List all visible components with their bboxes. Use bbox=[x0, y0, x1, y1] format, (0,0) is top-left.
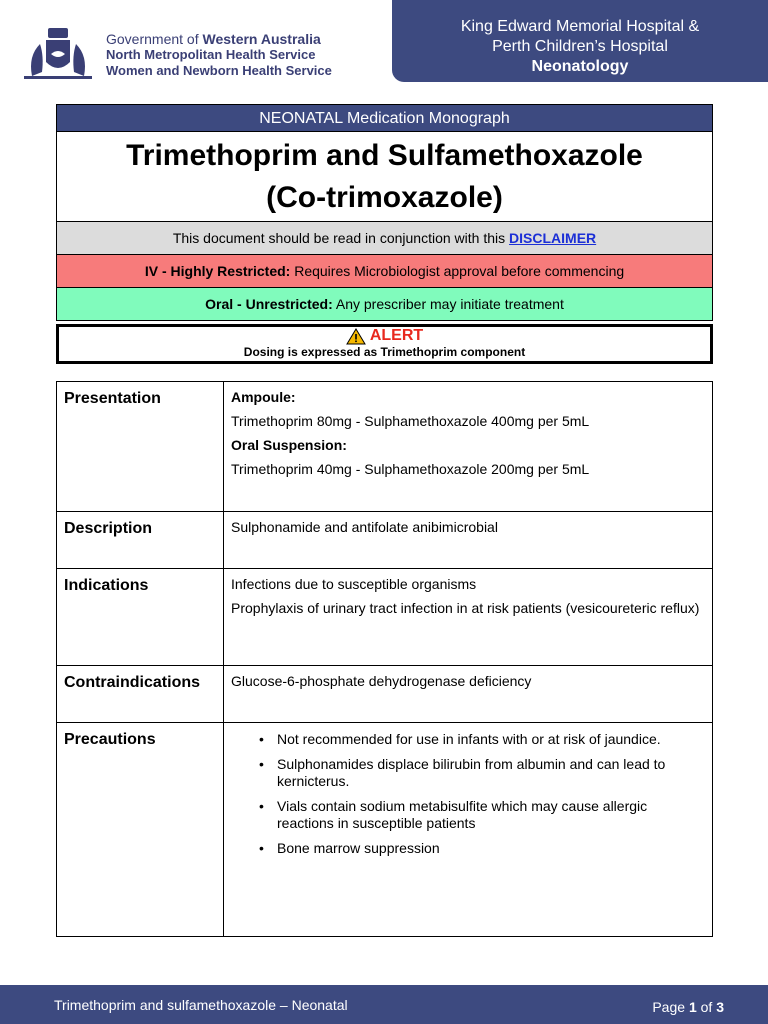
gov-text-b: Western Australia bbox=[202, 31, 321, 47]
department-name: Neonatology bbox=[531, 58, 629, 75]
indications-label: Indications bbox=[57, 569, 224, 665]
health-service-line: North Metropolitan Health Service bbox=[106, 47, 316, 62]
page-total: 3 bbox=[716, 999, 724, 1015]
page-current: 1 bbox=[688, 999, 697, 1015]
drug-title-line2: (Co-trimoxazole) bbox=[266, 181, 503, 214]
iv-restriction-row bbox=[56, 255, 713, 288]
hospital-banner bbox=[392, 0, 768, 82]
drug-title-line1: Trimethoprim and Sulfamethoxazole bbox=[126, 139, 643, 172]
list-item: • Bone marrow suppression bbox=[259, 840, 704, 857]
alert-title: ALERT bbox=[369, 327, 424, 344]
ampoule-label: Ampoule: bbox=[231, 389, 296, 405]
contraindications-label: Contraindications bbox=[57, 666, 224, 722]
page-prefix: Page bbox=[652, 999, 686, 1015]
disclaimer-row bbox=[56, 222, 713, 255]
precautions-list bbox=[231, 730, 704, 857]
oral-restriction-text: Any prescriber may initiate treatment bbox=[335, 296, 564, 312]
hospital-line-2: Perth Children’s Hospital bbox=[492, 38, 668, 55]
ampoule-text: Trimethoprim 80mg - Sulphamethoxazole 400mg per 5mL bbox=[231, 413, 590, 429]
government-logo bbox=[18, 24, 358, 86]
oral-suspension-text: Trimethoprim 40mg - Sulphamethoxazole 200mg per 5mL bbox=[231, 461, 590, 477]
precautions-label: Precautions bbox=[57, 723, 224, 936]
indications-text-2: Prophylaxis of urinary tract infection in at risk patients (vesicoureteric reflux) bbox=[231, 600, 700, 616]
list-item: • Sulphonamides displace bilirubin from albumin and can lead to kernicterus. bbox=[259, 756, 704, 790]
disclaimer-text: This document should be read in conjunction with this bbox=[172, 230, 506, 246]
table-row-indications bbox=[57, 568, 712, 665]
indications-text-1: Infections due to susceptible organisms bbox=[231, 576, 477, 592]
list-item: • Not recommended for use in infants with or at risk of jaundice. bbox=[259, 731, 704, 748]
presentation-content bbox=[224, 382, 712, 511]
contraindications-text: Glucose-6-phosphate dehydrogenase deficiency bbox=[231, 673, 532, 689]
monograph-type: NEONATAL Medication Monograph bbox=[56, 104, 713, 132]
description-label: Description bbox=[57, 512, 224, 568]
gov-text-a: Government of bbox=[106, 31, 199, 47]
iv-restriction-label: IV - Highly Restricted: bbox=[144, 263, 291, 279]
oral-restriction-row bbox=[56, 288, 713, 321]
monograph-header-block bbox=[56, 104, 713, 364]
women-newborn-line: Women and Newborn Health Service bbox=[106, 63, 332, 78]
warning-icon bbox=[346, 328, 366, 345]
table-row-presentation bbox=[57, 382, 712, 511]
description-text: Sulphonamide and antifolate anibimicrobial bbox=[231, 519, 498, 535]
alert-text: Dosing is expressed as Trimethoprim component bbox=[243, 345, 526, 359]
disclaimer-link[interactable]: DISCLAIMER bbox=[509, 230, 597, 246]
iv-restriction-text: Requires Microbiologist approval before commencing bbox=[294, 263, 625, 279]
wa-crest-icon bbox=[18, 26, 98, 84]
monograph-table bbox=[56, 381, 713, 937]
page-footer bbox=[0, 985, 768, 1024]
page-of: of bbox=[700, 999, 713, 1015]
hospital-line-1: King Edward Memorial Hospital & bbox=[460, 18, 700, 35]
presentation-label: Presentation bbox=[57, 382, 224, 511]
table-row-precautions bbox=[57, 722, 712, 936]
oral-suspension-label: Oral Suspension: bbox=[231, 437, 347, 453]
table-row-description bbox=[57, 511, 712, 568]
page-number bbox=[652, 999, 724, 1015]
list-item: • Vials contain sodium metabisulfite which may cause allergic reactions in susceptible patients bbox=[259, 798, 704, 832]
footer-title: Trimethoprim and sulfamethoxazole – Neonatal bbox=[54, 997, 348, 1013]
table-row-contraindications bbox=[57, 665, 712, 722]
oral-restriction-label: Oral - Unrestricted: bbox=[205, 296, 333, 312]
alert-box bbox=[56, 324, 713, 364]
drug-title bbox=[56, 132, 713, 222]
